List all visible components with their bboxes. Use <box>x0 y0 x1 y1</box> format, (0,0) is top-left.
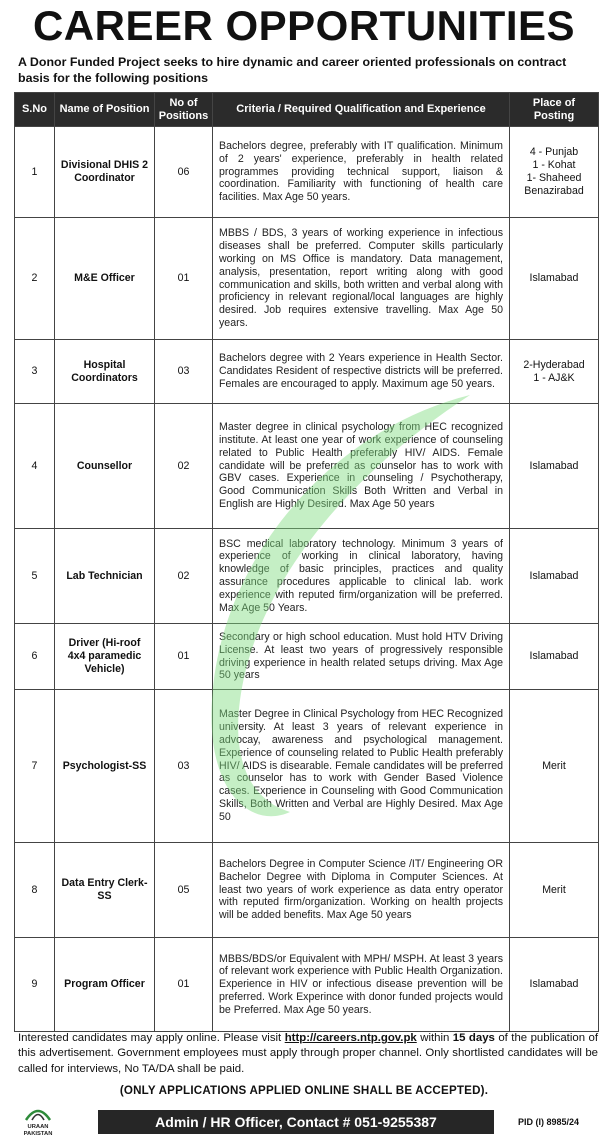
table-row <box>15 127 599 218</box>
row-sno: 7 <box>15 690 55 843</box>
table-header-row <box>15 93 599 127</box>
row-position-count: 01 <box>155 938 213 1032</box>
row-place: 4 - Punjab 1 - Kohat 1- Shaheed Benazirabad <box>510 127 599 218</box>
row-sno: 2 <box>15 218 55 340</box>
row-criteria: Bachelors degree with 2 Years experience in Health Sector. Candidates Resident of respective districts will be preferred. Females are encouraged to apply. Maximum age 50 years. <box>213 340 510 404</box>
row-position-name: Hospital Coordinators <box>55 340 155 404</box>
table-row <box>15 340 599 404</box>
row-position-name: Counsellor <box>55 404 155 529</box>
positions-table <box>14 92 599 1032</box>
intro-text: A Donor Funded Project seeks to hire dynamic and career oriented professionals on contract basis for the following positions <box>18 55 567 85</box>
row-sno: 6 <box>15 624 55 690</box>
row-position-count: 06 <box>155 127 213 218</box>
row-position-name: M&E Officer <box>55 218 155 340</box>
instructions-part-2: within <box>416 1032 453 1044</box>
page-title: CAREER OPPORTUNITIES <box>32 2 576 49</box>
row-place: Merit <box>510 690 599 843</box>
row-criteria: BSC medical laboratory technology. Minimum 3 years of experience of working in clinical laboratory, having knowledge of basic principles, practices and quality assurance procedures applicable to clinical lab. work experience with reputed firm/organization will be preferred. Max Age 50 Years. <box>213 529 510 624</box>
row-position-count: 03 <box>155 690 213 843</box>
logo-text <box>14 1124 62 1137</box>
row-place: 2-Hyderabad 1 - AJ&K <box>510 340 599 404</box>
pid-number: PID (I) 8985/24 <box>518 1117 580 1127</box>
row-position-count: 03 <box>155 340 213 404</box>
row-position-count: 01 <box>155 218 213 340</box>
careers-link[interactable]: http://careers.ntp.gov.pk <box>284 1032 417 1044</box>
instructions-part-3: of the publication of this advertisement. Government employees must apply through proper channel. Only shortlisted candidates will be called for interviews, No TA/DA shall be paid. <box>18 1032 598 1075</box>
row-place: Islamabad <box>510 529 599 624</box>
row-criteria: Master degree in clinical psychology from HEC recognized institute. At least one year of work experience of counseling related to Public Health preferably HIV/ AIDS. Female candidate will be preferred as counselor has to work with GBV cases. Experience in counseling / Psychotherapy, Good Communication Skills Both Written and Verbal in English are Highly Desired. Max Age 50 years <box>213 404 510 529</box>
row-criteria: MBBS/BDS/or Equivalent with MPH/ MSPH. At least 3 years of relevant work experience with Public Health Organization. Experience in HIV or infectious disease prevention will be preferred. Work Experince with donor funded projects would be Preferred. Max Age 50 years. <box>213 938 510 1032</box>
header-place: Place of Posting <box>510 93 599 127</box>
logo-arc <box>26 1111 50 1120</box>
row-criteria: Bachelors degree, preferably with IT qualification. Minimum of 2 years' experience, preferably in health related programmes providing technical support, liaison & coordination. Familiarity with functioning of health care facilities. Max Age 50 years. <box>213 127 510 218</box>
row-position-name: Driver (Hi-roof 4x4 paramedic Vehicle) <box>55 624 155 690</box>
table-row <box>15 529 599 624</box>
contact-bar: Admin / HR Officer, Contact # 051-9255387 <box>98 1110 494 1134</box>
row-sno: 8 <box>15 843 55 938</box>
logo-line-2: PAKISTAN <box>23 1130 53 1137</box>
table-row <box>15 218 599 340</box>
table-row <box>15 404 599 529</box>
header-criteria: Criteria / Required Qualification and Experience <box>213 93 510 127</box>
row-sno: 3 <box>15 340 55 404</box>
row-position-name: Data Entry Clerk-SS <box>55 843 155 938</box>
row-position-name: Program Officer <box>55 938 155 1032</box>
table-row <box>15 624 599 690</box>
header-position-count: No of Positions <box>155 93 213 127</box>
row-position-name: Psychologist-SS <box>55 690 155 843</box>
row-sno: 1 <box>15 127 55 218</box>
table-row <box>15 938 599 1032</box>
online-only-note: (ONLY APPLICATIONS APPLIED ONLINE SHALL BE ACCEPTED). <box>119 1084 489 1097</box>
row-position-name: Divisional DHIS 2 Coordinator <box>55 127 155 218</box>
logo-wing <box>32 1115 44 1121</box>
logo-line-1: URAAN <box>27 1124 49 1130</box>
row-sno: 9 <box>15 938 55 1032</box>
logo-emblem-icon <box>14 1100 62 1124</box>
row-criteria: Secondary or high school education. Must hold HTV Driving License. At least two years of progressively responsible driving experience in health related setups driving. Max Age 50 years <box>213 624 510 690</box>
uraan-pakistan-logo <box>14 1100 62 1144</box>
row-criteria: Master Degree in Clinical Psychology from HEC Recognized university. At least 3 years of relevant experience in advocay, awareness and psychological management. Experience of counseling related to Public Health preferably HIV/ AIDS is disearable. Female candidates will be preferred as counselor has to work with Gender Based Violence cases. Experience in Counseling with Good Communication Skills, Both Written and Verbal are Highly Desired. Max Age 50 <box>213 690 510 843</box>
table-row <box>15 843 599 938</box>
header-position-name: Name of Position <box>55 93 155 127</box>
row-position-count: 05 <box>155 843 213 938</box>
row-place: Islamabad <box>510 404 599 529</box>
row-position-name: Lab Technician <box>55 529 155 624</box>
row-place: Islamabad <box>510 938 599 1032</box>
table-row <box>15 690 599 843</box>
row-sno: 4 <box>15 404 55 529</box>
row-position-count: 02 <box>155 529 213 624</box>
row-criteria: MBBS / BDS, 3 years of working experience in infectious diseases shall be preferred. Computer skills particularly working on MS Office is mandatory. Data management, analysis, presentation, report writing along with good communication and skills, both written and verbal along with proficiency in relevant regional/local languages are highly desired. Job requires extensive travelling. Max Age 50 years. <box>213 218 510 340</box>
row-place: Merit <box>510 843 599 938</box>
deadline-text: 15 days <box>452 1032 495 1044</box>
row-criteria: Bachelors Degree in Computer Science /IT/ Engineering OR Bachelor Degree with Diploma in Computer Sciences. At least two years of work experience as data entry operator with reputed firm/organization. Working on health projects will be added benefits. Max Age 50 years <box>213 843 510 938</box>
row-place: Islamabad <box>510 624 599 690</box>
application-instructions <box>18 1031 598 1077</box>
instructions-part-1: Interested candidates may apply online. Please visit <box>18 1032 285 1044</box>
row-sno: 5 <box>15 529 55 624</box>
header-sno: S.No <box>15 93 55 127</box>
row-position-count: 01 <box>155 624 213 690</box>
row-place: Islamabad <box>510 218 599 340</box>
row-position-count: 02 <box>155 404 213 529</box>
